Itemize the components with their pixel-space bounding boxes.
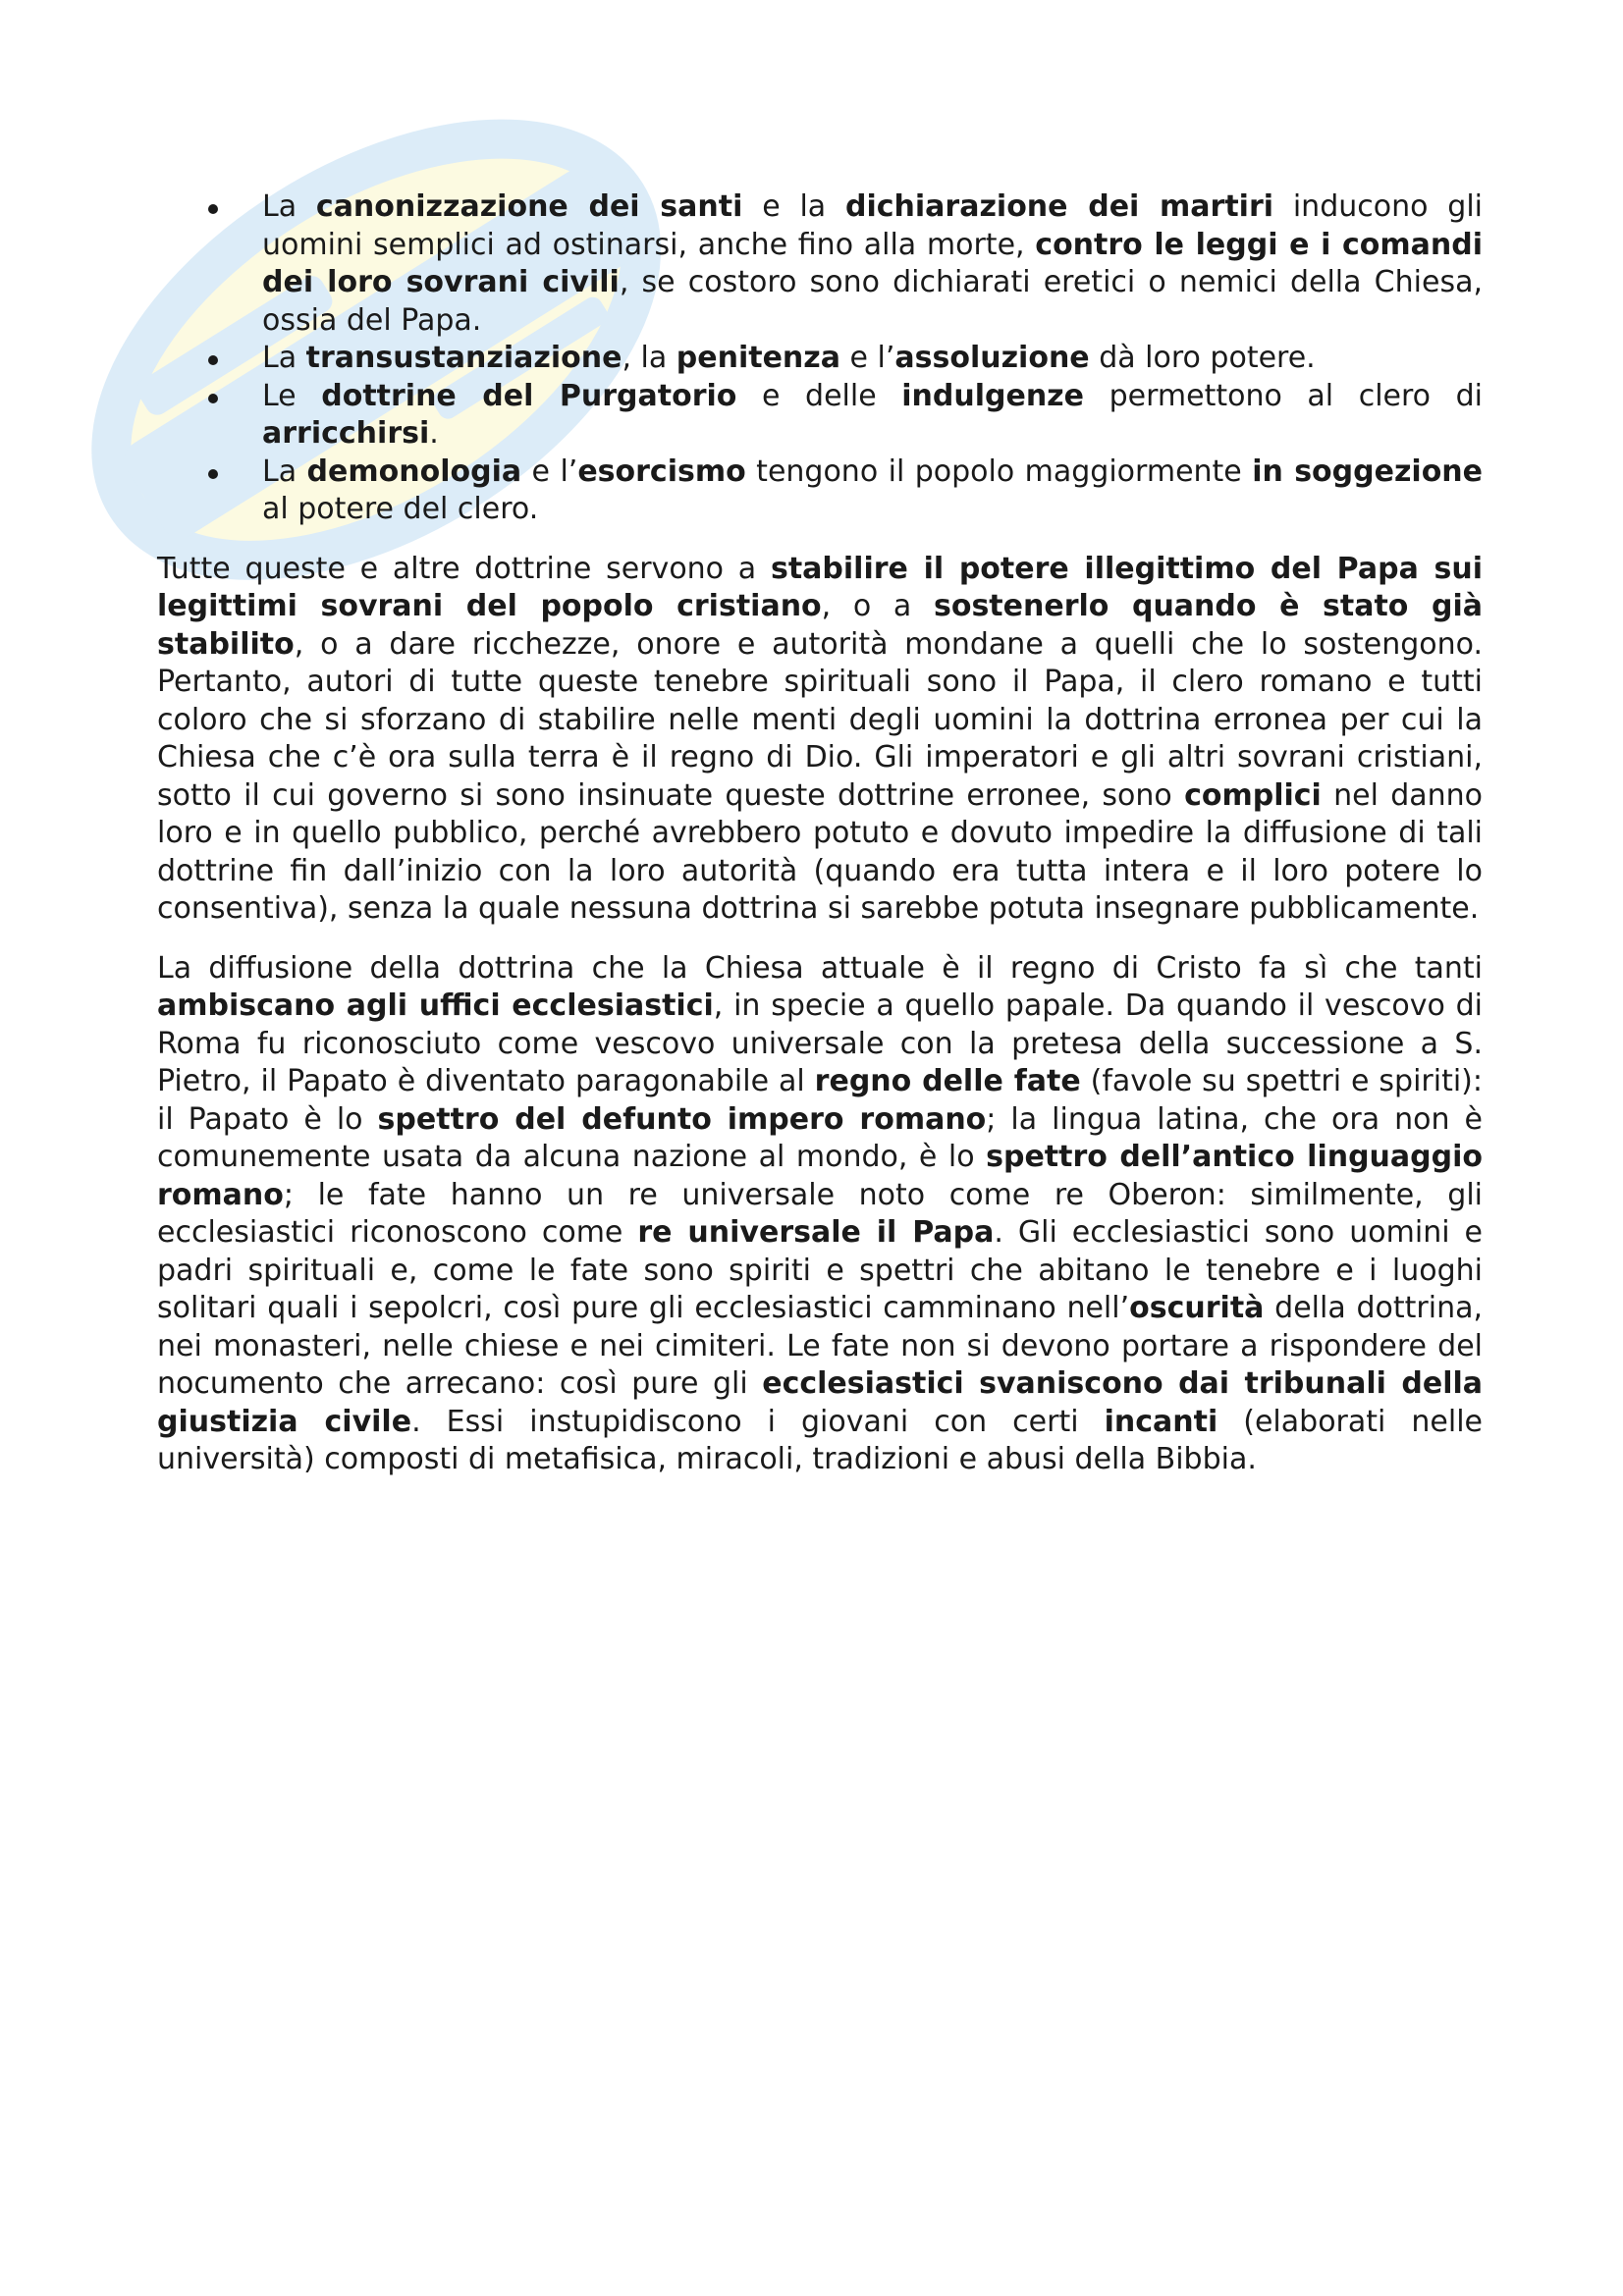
text-run: . Essi instupidiscono i giovani con certi [411, 1404, 1105, 1439]
text-run: al potere del clero. [262, 492, 539, 526]
list-item [157, 188, 1483, 340]
text-run: e l’ [521, 454, 578, 489]
list-item [157, 454, 1483, 529]
text-run: , in specie a quello papale. Da quando il vescovo di Roma fu riconosciuto come vescovo universale con la pretesa della successione a S. Pietro, il Papato è diventato paragonabile al [157, 988, 1484, 1098]
text-run: della dottrina, nei monasteri, nelle chiese e nei cimiteri. Le fate non si devono portare a rispondere del nocumento che arrecano: così pure gli [157, 1291, 1483, 1401]
bold-text-run: dichiarazione dei martiri [844, 189, 1274, 224]
bold-text-run: indulgenze [901, 378, 1084, 413]
bold-text-run: esorcismo [577, 454, 746, 489]
bullet-icon [208, 394, 218, 403]
bold-text-run: canonizzazione dei santi [315, 189, 743, 224]
list-item [157, 340, 1483, 378]
text-run: Tutte queste e altre dottrine servono a [157, 551, 771, 586]
paragraph [157, 551, 1483, 929]
text-run: . Gli ecclesiastici sono uomini e padri spirituali e, come le fate sono spiriti e spettri che abitano le tenebre e i luoghi solitari quali i sepolcri, così pure gli ecclesiastici camminano nell’ [157, 1215, 1483, 1325]
paragraph-text [157, 552, 1483, 927]
text-run: ; le fate hanno un re universale noto come re Oberon: similmente, gli ecclesiastici riconoscono come [157, 1177, 1483, 1250]
text-run: dà loro potere. [1089, 341, 1316, 375]
text-run: e l’ [839, 341, 895, 375]
text-run: , se costoro sono dichiarati eretici o nemici della Chiesa, ossia del Papa. [262, 265, 1483, 338]
bold-text-run: dottrine del Purgatorio [321, 378, 737, 413]
text-run: inducono gli uomini semplici ad ostinarsi, anche fino alla morte, [262, 189, 1483, 262]
text-run: e delle [736, 378, 902, 413]
bold-text-run: sostenerlo quando è stato già stabilito [157, 589, 1483, 662]
text-run: , o a dare ricchezze, onore e autorità mondane a quelli che lo sostengono. Pertanto, autori di tutte queste tenebre spirituali sono il Papa, il clero romano e tutti coloro che si sforzano di stabilire nelle menti degli uomini la dottrina erronea per cui la Chiesa che c’è ora sulla terra è il regno di Dio. Gli imperatori e gli altri sovrani cristiani, sotto il cui governo si sono insinuate queste dottrine erronee, sono [157, 626, 1483, 813]
bold-text-run: arricchirsi [262, 416, 430, 451]
list-item [157, 378, 1483, 454]
bold-text-run: spettro dell’antico linguaggio romano [157, 1140, 1484, 1212]
bullet-icon [208, 469, 218, 479]
bold-text-run: transustanziazione [305, 341, 622, 375]
text-run: , la [622, 341, 676, 375]
bold-text-run: assoluzione [894, 341, 1090, 375]
text-run: (elaborati nelle università) composti di metafisica, miracoli, tradizioni e abusi della Bibbia. [157, 1404, 1483, 1476]
text-run: (favole su spettri e spiriti): il Papato è lo [157, 1064, 1483, 1137]
list-item-text [262, 379, 1483, 452]
text-run: permettono al clero di [1084, 378, 1483, 413]
bold-text-run: ecclesiastici svaniscono dai tribunali della giustizia civile [157, 1366, 1483, 1439]
text-run: La [262, 189, 316, 224]
bullet-list [157, 188, 1483, 529]
bold-text-run: penitenza [676, 341, 840, 375]
bullet-icon [208, 204, 218, 214]
text-run: Le [262, 378, 322, 413]
text-run: La [262, 454, 307, 489]
bold-text-run: spettro del defunto impero romano [377, 1101, 987, 1137]
bold-text-run: demonologia [306, 454, 522, 489]
text-run: tengono il popolo maggiormente [745, 454, 1253, 489]
bullet-icon [208, 355, 218, 365]
bold-text-run: stabilire il potere illegittimo del Papa sui legittimi sovrani del popolo cristiano [157, 551, 1484, 623]
text-run: La [262, 341, 306, 375]
bold-text-run: incanti [1104, 1404, 1218, 1439]
bold-text-run: ambiscano agli uffici ecclesiastici [157, 988, 714, 1023]
bold-text-run: contro le leggi e i comandi dei loro sovrani civili [262, 227, 1484, 299]
bold-text-run: oscurità [1129, 1291, 1265, 1325]
text-run: , o a [821, 589, 934, 623]
bold-text-run: re universale il Papa [637, 1215, 995, 1250]
text-run: . [429, 416, 439, 451]
list-item-text [262, 341, 1316, 375]
text-run: e la [742, 189, 845, 224]
list-item-text [262, 454, 1483, 527]
text-run: ; la lingua latina, che ora non è comunemente usata da alcuna nazione al mondo, è lo [157, 1101, 1483, 1174]
text-run: nel danno loro e in quello pubblico, perché avrebbero potuto e dovuto impedire la diffusione di tali dottrine fin dall’inizio con la loro autorità (quando era tutta intera e il loro potere lo consentiva), senza la quale nessuna dottrina si sarebbe potuta insegnare pubblicamente. [157, 777, 1484, 926]
bold-text-run: regno delle fate [814, 1064, 1081, 1098]
bold-text-run: in soggezione [1252, 454, 1484, 489]
paragraph [157, 950, 1483, 1479]
document-body [157, 188, 1483, 1479]
bold-text-run: complici [1184, 777, 1322, 813]
paragraph-text [157, 951, 1483, 1477]
list-item-text [262, 189, 1483, 338]
text-run: La diffusione della dottrina che la Chiesa attuale è il regno di Cristo fa sì che tanti [157, 950, 1483, 986]
